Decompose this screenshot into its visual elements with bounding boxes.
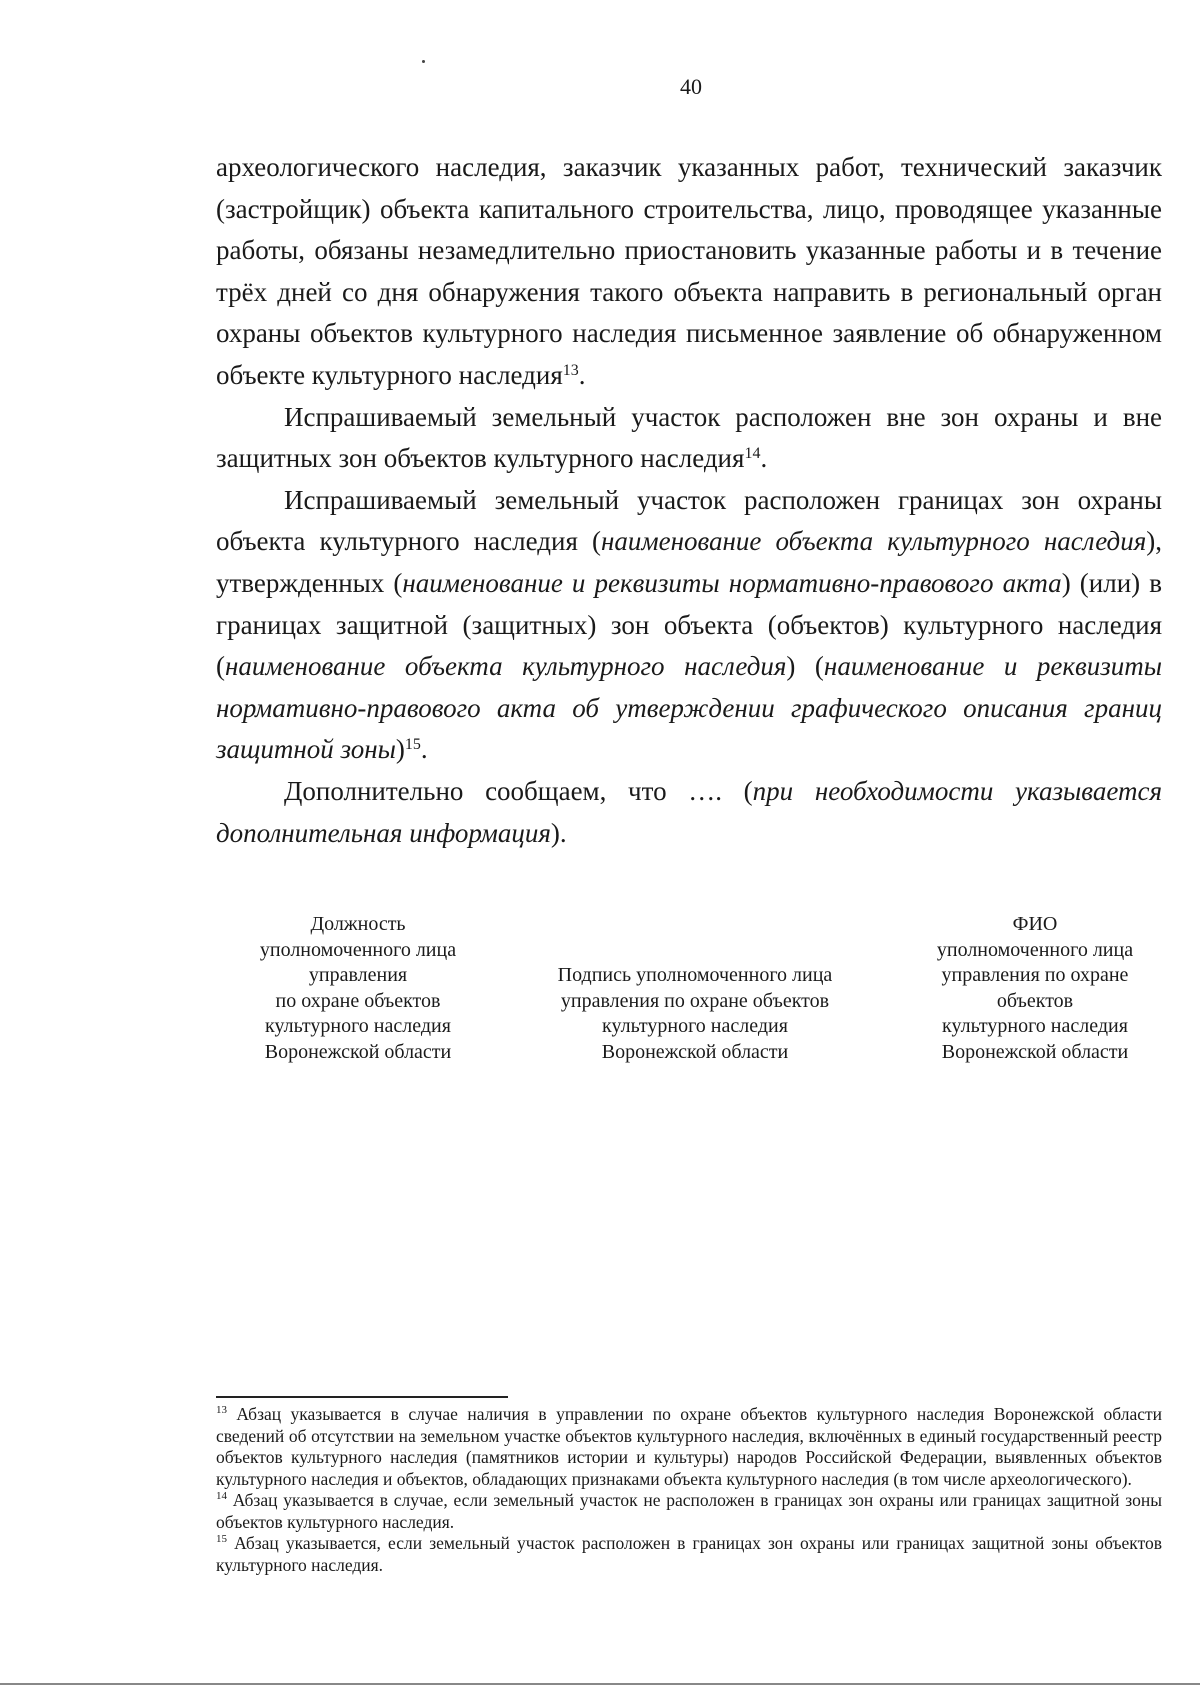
footnote-14 bbox=[216, 1490, 1162, 1533]
paragraph-3-text-3: ) (или) в границах защитной (защитных) зон объекта (объектов) культурного наследия ( bbox=[216, 567, 1163, 682]
signature-position-line: Должность bbox=[310, 913, 406, 935]
signature-sign-line: управления по охране объектов bbox=[560, 989, 830, 1012]
signature-position-line: по охране объектов bbox=[275, 989, 441, 1012]
signature-name-line: уполномоченного лица bbox=[936, 938, 1134, 961]
paragraph-3-italic-1: наименование объекта культурного наследия bbox=[600, 526, 1147, 557]
paragraph-4-italic-1: при необходимости указывается дополнительная информация bbox=[216, 775, 1163, 848]
footnote-text: Абзац указывается, если земельный участок расположен в границах зон охраны или границах защитной зоны объектов культурного наследия. bbox=[216, 1533, 1162, 1575]
paragraph-2-text: Испрашиваемый земельный участок расположен вне зон охраны и вне защитных зон объектов культурного наследия bbox=[216, 401, 1162, 474]
footnote-13 bbox=[216, 1404, 1162, 1490]
signature-sign-line: Воронежской области bbox=[601, 1040, 789, 1063]
paragraph-2-end: . bbox=[760, 443, 768, 474]
paragraph-4-text-2: ). bbox=[550, 817, 567, 848]
paragraph-1-end: . bbox=[578, 359, 586, 390]
footnote-separator bbox=[216, 1396, 508, 1398]
footnotes bbox=[216, 1404, 1162, 1576]
footnote-ref-15[interactable]: 15 bbox=[404, 736, 421, 754]
signature-name-line: объектов bbox=[996, 989, 1074, 1012]
paragraph-3-end: . bbox=[420, 734, 428, 765]
paragraph-2 bbox=[216, 397, 1162, 480]
footnote-text: Абзац указывается в случае, если земельный участок не расположен в границах зон охраны или границах защитной зоны объектов культурного наследия. bbox=[216, 1490, 1162, 1532]
signature-name-line: ФИО bbox=[1012, 913, 1058, 935]
footnote-ref-14[interactable]: 14 bbox=[744, 445, 761, 463]
paragraph-4 bbox=[216, 771, 1162, 854]
signature-sign-line: Подпись уполномоченного лица bbox=[557, 964, 833, 986]
signature-name-line: Воронежской области bbox=[941, 1040, 1129, 1063]
footnote-number: 15 bbox=[216, 1533, 227, 1545]
paragraph-3 bbox=[216, 480, 1162, 771]
page-bottom-edge bbox=[0, 1683, 1200, 1685]
signature-position-line: Воронежской области bbox=[264, 1040, 452, 1063]
paragraph-3-italic-4: наименование и реквизиты нормативно-правового акта об утверждении графического описания границ защитной зоны bbox=[216, 651, 1163, 765]
signature-name-column bbox=[905, 912, 1165, 1065]
signature-name-line: управления по охране bbox=[941, 964, 1129, 986]
paragraph-3-text-1: Испрашиваемый земельный участок расположен границах зон охраны объекта культурного наследия ( bbox=[216, 484, 1162, 557]
paragraph-3-text-4: ) ( bbox=[786, 651, 824, 682]
scan-speck bbox=[422, 60, 425, 63]
footnote-text: Абзац указывается в случае наличия в управлении по охране объектов культурного наследия Воронежской области сведений об отсутствии на земельном участке объектов культурного наследия, включённых в единый государственный реестр объектов культурного наследия (памятников истории и культуры) народов Российской Федерации, выявленных объектов культурного наследия и объектов, обладающих признаками объекта культурного наследия (в том числе археологического). bbox=[216, 1404, 1162, 1489]
signature-name-line: культурного наследия bbox=[942, 1015, 1128, 1037]
footnote-number: 14 bbox=[216, 1490, 227, 1502]
page-number: 40 bbox=[680, 74, 702, 99]
paragraph-3-italic-2: наименование и реквизиты нормативно-правового акта bbox=[402, 567, 1062, 598]
signature-position-line: управления bbox=[308, 964, 408, 986]
signature-position-line: уполномоченного лица bbox=[259, 938, 457, 961]
signature-position-column bbox=[238, 912, 478, 1065]
signature-position-line: культурного наследия bbox=[265, 1015, 451, 1037]
paragraph-3-text-5: ) bbox=[395, 734, 405, 765]
footnote-15 bbox=[216, 1533, 1162, 1576]
footnote-ref-13[interactable]: 13 bbox=[562, 361, 579, 379]
paragraph-1-text: археологического наследия, заказчик указанных работ, технический заказчик (застройщик) объекта капитального строительства, лицо, проводящее указанные работы, обязаны незамедлительно приостановить указанные работы и в течение трёх дней со дня обнаружения такого объекта направить в региональный орган охраны объектов культурного наследия письменное заявление об обнаруженном объекте культурного наследия bbox=[216, 152, 1162, 390]
paragraph-3-text-2: ), утвержденных ( bbox=[216, 526, 1162, 598]
paragraph-3-italic-3: наименование объекта культурного наследия bbox=[225, 651, 787, 682]
document-body bbox=[216, 147, 1162, 854]
paragraph-1 bbox=[216, 147, 1162, 397]
footnote-number: 13 bbox=[216, 1404, 227, 1416]
signature-sign-line: культурного наследия bbox=[602, 1015, 788, 1037]
paragraph-4-text-1: Дополнительно сообщаем, что …. ( bbox=[284, 775, 753, 806]
signature-sign-column bbox=[530, 963, 860, 1065]
